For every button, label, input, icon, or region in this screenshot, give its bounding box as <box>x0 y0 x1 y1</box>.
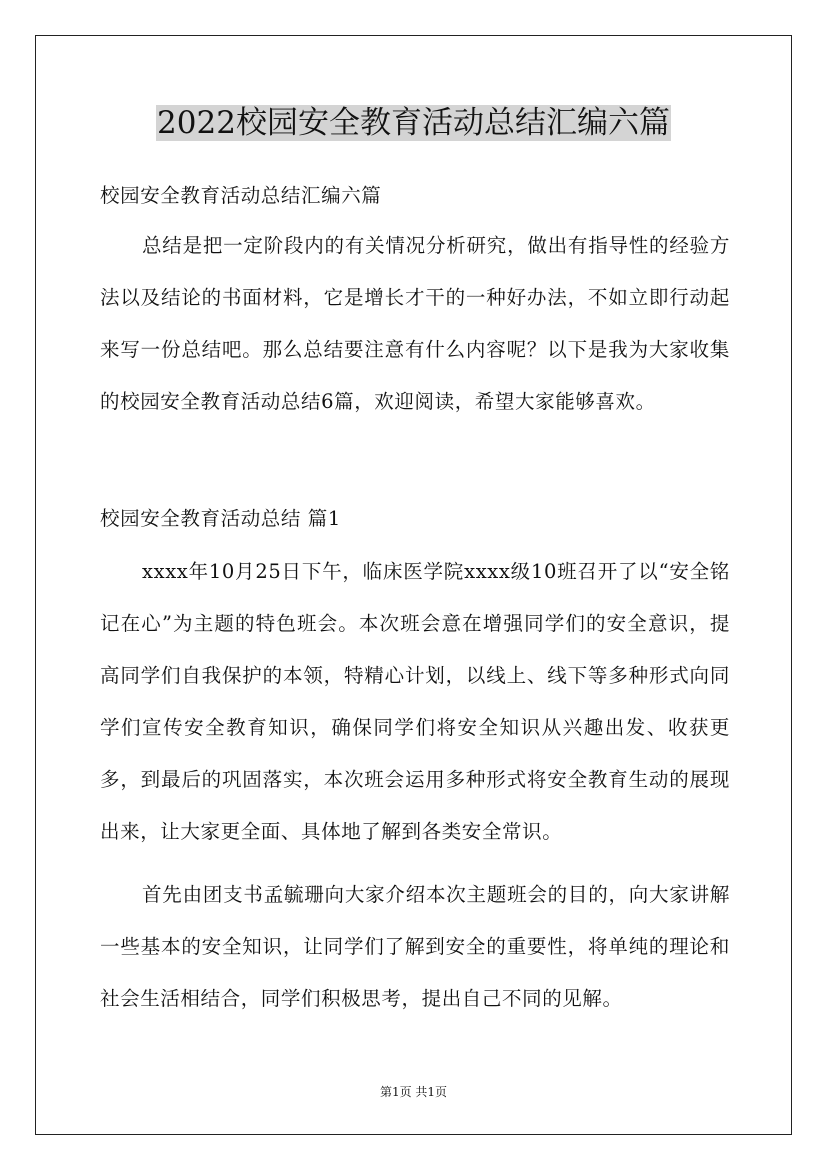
section-heading: 校园安全教育活动总结 篇1 <box>100 507 341 530</box>
document-subtitle: 校园安全教育活动总结汇编六篇 <box>100 184 382 207</box>
page-footer: 第1页 共1页 <box>379 1085 448 1099</box>
body-paragraph-2: 首先由团支书孟毓珊向大家介绍本次主题班会的目的，向大家讲解一些基本的安全知识，让同学们了解到安全的重要性，将单纯的理论和社会生活相结合，同学们积极思考，提出自己不同的见解。 <box>100 883 730 1010</box>
document-title <box>0 100 827 146</box>
intro-paragraph: 总结是把一定阶段内的有关情况分析研究，做出有指导性的经验方法以及结论的书面材料，它是增长才干的一种好办法，不如立即行动起来写一份总结吧。那么总结要注意有什么内容呢？以下是我为大家收集的校园安全教育活动总结6篇，欢迎阅读，希望大家能够喜欢。 <box>100 234 730 413</box>
body-paragraph-1: xxxx年10月25日下午，临床医学院xxxx级10班召开了以“安全铭记在心”为主题的特色班会。本次班会意在增强同学们的安全意识，提高同学们自我保护的本领，特精心计划，以线上、线下等多种形式向同学们宣传安全教育知识，确保同学们将安全知识从兴趣出发、收获更多，到最后的巩固落实，本次班会运用多种形式将安全教育生动的展现出来，让大家更全面、具体地了解到各类安全常识。 <box>100 560 730 843</box>
document-title-text: 2022校园安全教育活动总结汇编六篇 <box>157 105 670 141</box>
